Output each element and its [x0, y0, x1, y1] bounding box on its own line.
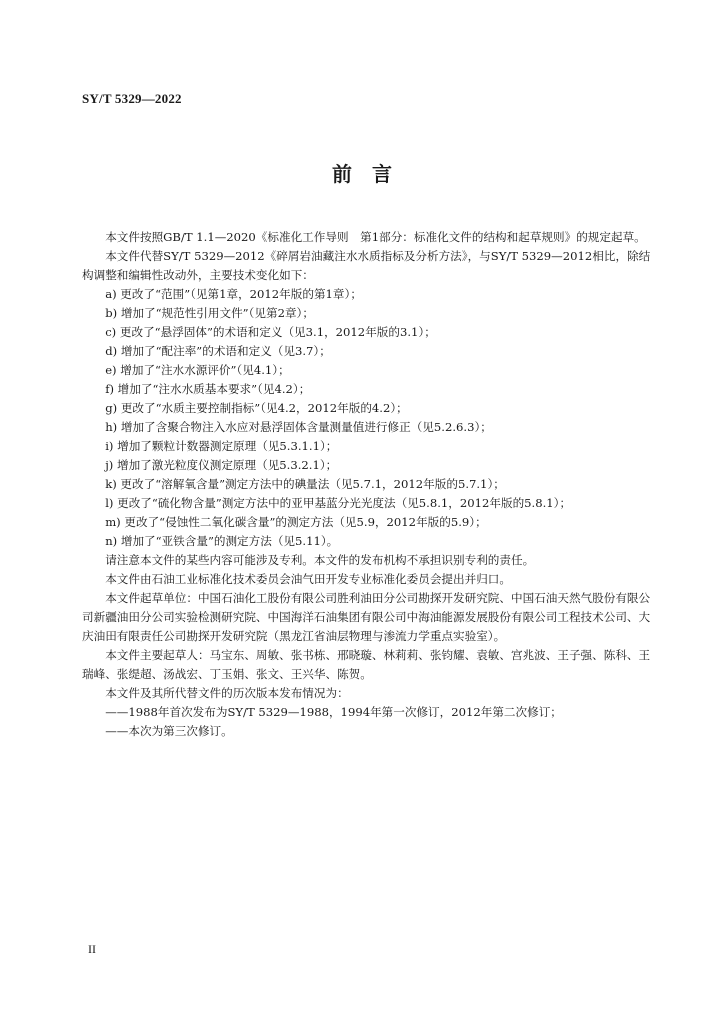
paragraph-patent-notice: 请注意本文件的某些内容可能涉及专利。本文件的发布机构不承担识别专利的责任。 [105, 553, 535, 567]
paragraph-drafting-units: 本文件起草单位：中国石油化工股份有限公司胜利油田分公司勘探开发研究院、中国石油天然气股份有限公司新疆油田分公司实验检测研究院、中国海洋石油集团有限公司中海油能源发展股份有限公司工程技术公司、大庆油田有限责任公司勘探开发研究院（黑龙江省油层物理与渗流力学重点实验室）。 [82, 591, 651, 643]
standard-code: SY/T 5329—2022 [82, 91, 182, 106]
page-title: 前 言 [332, 162, 392, 186]
history-item: ——本次为第三次修订。 [105, 724, 233, 738]
list-item: a) 更改了“范围”（见第1章，2012年版的第1章）； [105, 287, 362, 301]
paragraph-history-intro: 本文件及其所代替文件的历次版本发布情况为： [105, 686, 349, 700]
list-item: b) 增加了“规范性引用文件”（见第2章）； [105, 306, 314, 320]
list-item: c) 更改了“悬浮固体”的术语和定义（见3.1，2012年版的3.1）； [105, 325, 436, 339]
list-item: e) 增加了“注水水源评价”（见4.1）； [105, 363, 290, 377]
list-item: i) 增加了颗粒计数器测定原理（见5.3.1.1）； [105, 439, 338, 453]
changes-list [82, 285, 654, 551]
list-item: m) 更改了“侵蚀性二氧化碳含量”的测定方法（见5.9，2012年版的5.9）； [105, 515, 487, 529]
list-item: l) 更改了“硫化物含量”测定方法中的亚甲基蓝分光光度法（见5.8.1，2012年版的5.8.1）； [105, 496, 572, 510]
paragraph-replacement: 本文件代替SY/T 5329—2012《碎屑岩油藏注水水质指标及分析方法》，与SY/T 5329—2012相比，除结构调整和编辑性改动外，主要技术变化如下： [82, 249, 651, 282]
list-item: d) 增加了“配注率”的术语和定义（见3.7）； [105, 344, 331, 358]
list-item: n) 增加了“亚铁含量”的测定方法（见5.11）。 [105, 534, 339, 548]
page-number: II [88, 942, 96, 956]
list-item: k) 更改了“溶解氧含量”测定方法中的碘量法（见5.7.1，2012年版的5.7.1）； [105, 477, 505, 491]
paragraph-drafting-rules: 本文件按照GB/T 1.1—2020《标准化工作导则 第1部分：标准化文件的结构和起草规则》的规定起草。 [105, 230, 646, 244]
paragraph-drafters: 本文件主要起草人：马宝东、周敏、张书栋、邢晓璇、林莉莉、张钧耀、袁敏、宫兆波、王子强、陈科、王瑞峰、张缇超、汤战宏、丁玉娟、张文、王兴华、陈贺。 [82, 648, 651, 681]
history-item: ——1988年首次发布为SY/T 5329—1988，1994年第一次修订，2012年第二次修订； [105, 705, 562, 719]
list-item: h) 增加了含聚合物注入水应对悬浮固体含量测量值进行修正（见5.2.6.3）； [105, 420, 492, 434]
document-body [82, 228, 654, 741]
paragraph-proposer: 本文件由石油工业标准化技术委员会油气田开发专业标准化委员会提出并归口。 [105, 572, 511, 586]
list-item: g) 更改了“水质主要控制指标”（见4.2，2012年版的4.2）； [105, 401, 408, 415]
list-item: f) 增加了“注水水质基本要求”（见4.2）； [105, 382, 311, 396]
list-item: j) 增加了激光粒度仪测定原理（见5.3.2.1）； [105, 458, 338, 472]
